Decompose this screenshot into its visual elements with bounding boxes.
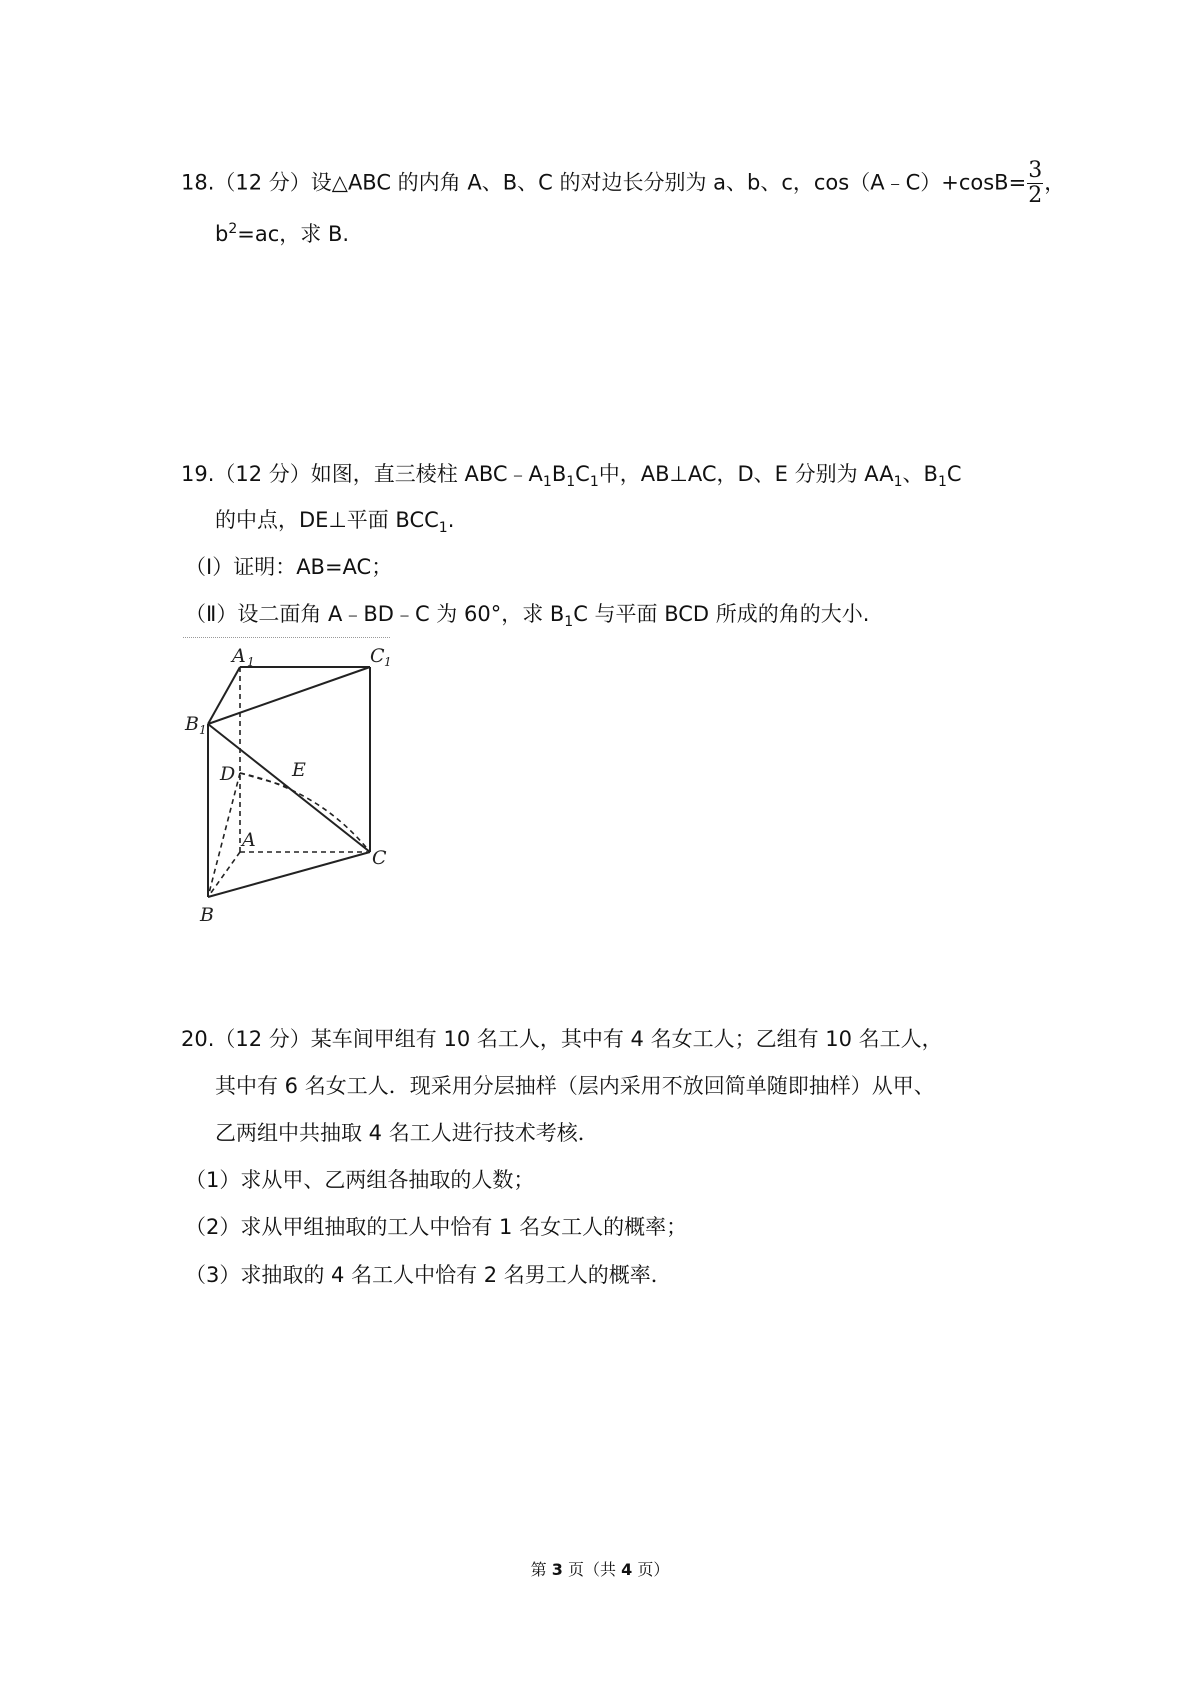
q19-part1: （Ⅰ）证明：AB=AC； (185, 555, 393, 579)
total-pages: 4 (621, 1560, 633, 1579)
fraction-denominator: 2 (1028, 183, 1043, 208)
edge-dc-hidden (240, 773, 370, 852)
q18-text: 18.（12 分）设△ABC 的内角 A、B、C 的对边长分别为 a、b、c，cos（A﹣C）+cosB= (181, 170, 1027, 195)
q20-line2: 其中有 6 名女工人．现采用分层抽样（层内采用不放回简单随即抽样）从甲、 (215, 1074, 935, 1098)
q19-text: 、B (902, 462, 938, 486)
q18-comma: ， (1044, 170, 1066, 195)
edge-b1c (208, 724, 370, 852)
sub: 1 (438, 520, 448, 537)
q19-part2 (185, 600, 870, 631)
sub: 1 (893, 474, 903, 491)
label-c1: C (370, 645, 385, 667)
q19-text: 中，AB⊥AC，D、E 分别为 AA (598, 462, 894, 486)
q18-line1 (181, 160, 1065, 207)
footer-text: 第 (530, 1560, 552, 1579)
q20-part2: （2）求从甲组抽取的工人中恰有 1 名女工人的概率； (185, 1215, 688, 1239)
label-a1: A (232, 645, 246, 667)
label-c1-sub: 1 (384, 655, 392, 669)
edge-b1c1 (208, 667, 370, 724)
sub: 1 (937, 474, 947, 491)
q18-sup: 2 (228, 221, 238, 237)
sub: 1 (542, 474, 552, 491)
prism-figure (170, 640, 420, 930)
footer-text: 页（共 (562, 1560, 622, 1579)
q19-text: B (551, 462, 567, 486)
edge-bc (208, 852, 370, 897)
q19-line1 (181, 460, 962, 491)
label-a: A (242, 829, 256, 851)
q19-text: C 与平面 BCD 所成的角的大小. (573, 602, 870, 626)
q20-part1: （1）求从甲、乙两组各抽取的人数； (185, 1168, 535, 1192)
fraction-numerator: 3 (1028, 158, 1043, 183)
q19-text: （Ⅱ）设二面角 A﹣BD﹣C 为 60°，求 B (185, 602, 565, 626)
label-b: B (200, 904, 214, 926)
label-a1-sub: 1 (247, 655, 255, 669)
figure-divider (183, 637, 390, 638)
q19-text: 19.（12 分）如图，直三棱柱 ABC﹣A (181, 462, 543, 486)
q19-text: . (447, 508, 455, 532)
sub: 1 (566, 474, 576, 491)
edge-de-hidden (240, 773, 289, 787)
q18-line2 (215, 220, 349, 248)
footer-text: 页） (632, 1560, 670, 1579)
label-d: D (220, 763, 236, 785)
fraction-three-halves (1027, 160, 1043, 207)
label-b1-sub: 1 (199, 723, 207, 737)
label-c: C (372, 847, 387, 869)
edge-db-hidden (208, 773, 240, 897)
q19-text: 的中点，DE⊥平面 BCC (215, 508, 439, 532)
q18-b: b (215, 222, 229, 246)
label-e: E (292, 759, 306, 781)
page-number: 3 (551, 1560, 563, 1579)
q18-equation: =ac，求 B. (237, 222, 350, 246)
label-b1: B (185, 713, 199, 735)
page-footer (0, 1558, 1200, 1582)
sub: 1 (589, 474, 599, 491)
q20-line1: 20.（12 分）某车间甲组有 10 名工人，其中有 4 名女工人；乙组有 10 名工人， (181, 1027, 943, 1051)
sub: 1 (564, 614, 574, 631)
q20-part3: （3）求抽取的 4 名工人中恰有 2 名男工人的概率． (185, 1263, 672, 1287)
q19-text: C (575, 462, 590, 486)
q20-line3: 乙两组中共抽取 4 名工人进行技术考核． (215, 1121, 599, 1145)
q19-text: C (946, 462, 962, 486)
q19-line2 (215, 506, 455, 537)
